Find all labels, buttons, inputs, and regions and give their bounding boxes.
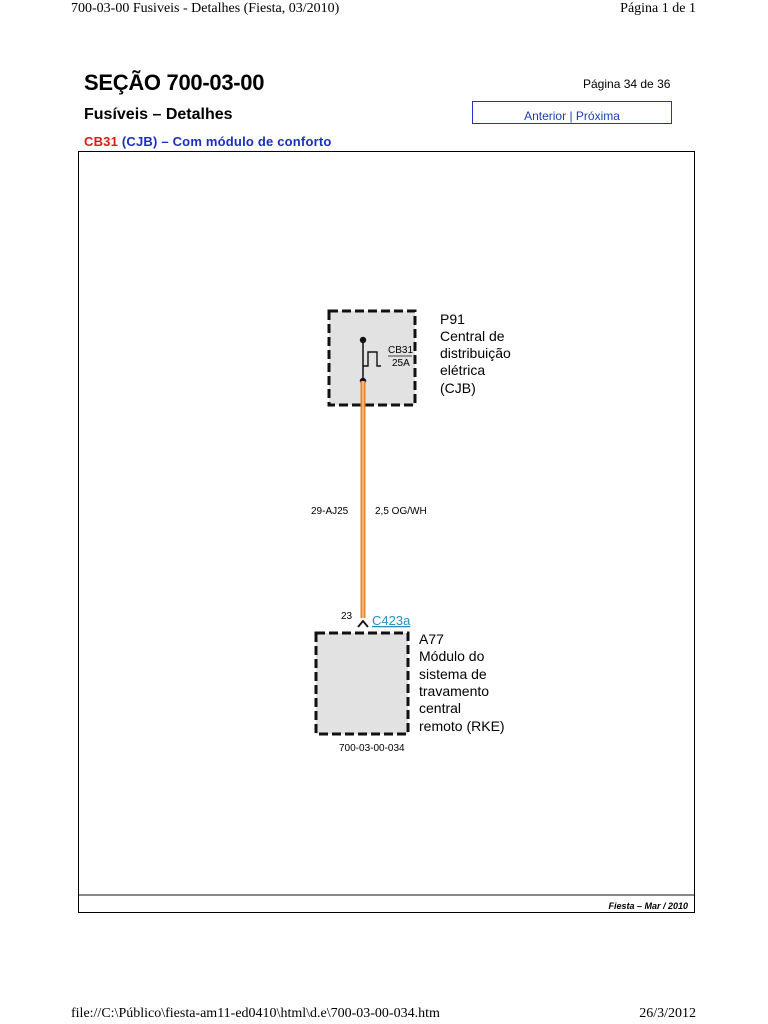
- p91-id: P91: [440, 311, 465, 327]
- section-title: SEÇÃO 700-03-00: [84, 70, 265, 95]
- fuse-rating-label: 25A: [392, 358, 410, 369]
- a77-line-4: central: [419, 700, 462, 716]
- fuse-code-label: CB31: [388, 345, 414, 356]
- print-header-title: 700-03-00 Fusiveis - Detalhes (Fiesta, 03/2010): [71, 1, 340, 16]
- circuit-title: [84, 134, 332, 149]
- wire-circuit-label: 29-AJ25: [311, 506, 349, 517]
- p91-line-2: distribuição: [440, 345, 511, 361]
- nav-separator: |: [569, 109, 573, 123]
- print-footer-date: 26/3/2012: [639, 1006, 696, 1021]
- circuit-description: – Com módulo de conforto: [161, 134, 332, 149]
- a77-line-5: remoto (RKE): [419, 718, 505, 734]
- page-subtitle: Fusíveis – Detalhes: [84, 106, 233, 123]
- a77-line-1: Módulo do: [419, 648, 485, 664]
- print-header-page: Página 1 de 1: [620, 1, 696, 16]
- wiring-diagram: [78, 151, 695, 913]
- next-link[interactable]: Próxima: [575, 109, 620, 123]
- p91-line-4: (CJB): [440, 380, 476, 396]
- connector-pin-label: 23: [341, 611, 353, 622]
- a77-module-box: [316, 633, 408, 734]
- fuse-code: CB31: [84, 134, 119, 149]
- page-count: Página 34 de 36: [583, 77, 671, 91]
- previous-link[interactable]: Anterior: [524, 109, 567, 123]
- print-footer-path: file://C:\Público\fiesta-am11-ed0410\html\d.e\700-03-00-034.htm: [71, 1006, 440, 1021]
- connector-chevron-icon: [358, 621, 368, 627]
- connector-c423a-link[interactable]: C423a: [372, 613, 411, 628]
- a77-line-3: travamento: [419, 683, 490, 699]
- a77-id: A77: [419, 631, 444, 647]
- figure-code: 700-03-00-034: [339, 743, 405, 754]
- page-navigation: [472, 101, 672, 124]
- box-code: (CJB): [121, 134, 158, 149]
- wire-spec-label: 2,5 OG/WH: [375, 506, 427, 517]
- p91-line-1: Central de: [440, 328, 505, 344]
- wiring-diagram-svg: [79, 152, 694, 912]
- diagram-footer: Fiesta – Mar / 2010: [608, 901, 688, 911]
- p91-line-3: elétrica: [440, 362, 486, 378]
- a77-line-2: sistema de: [419, 666, 487, 682]
